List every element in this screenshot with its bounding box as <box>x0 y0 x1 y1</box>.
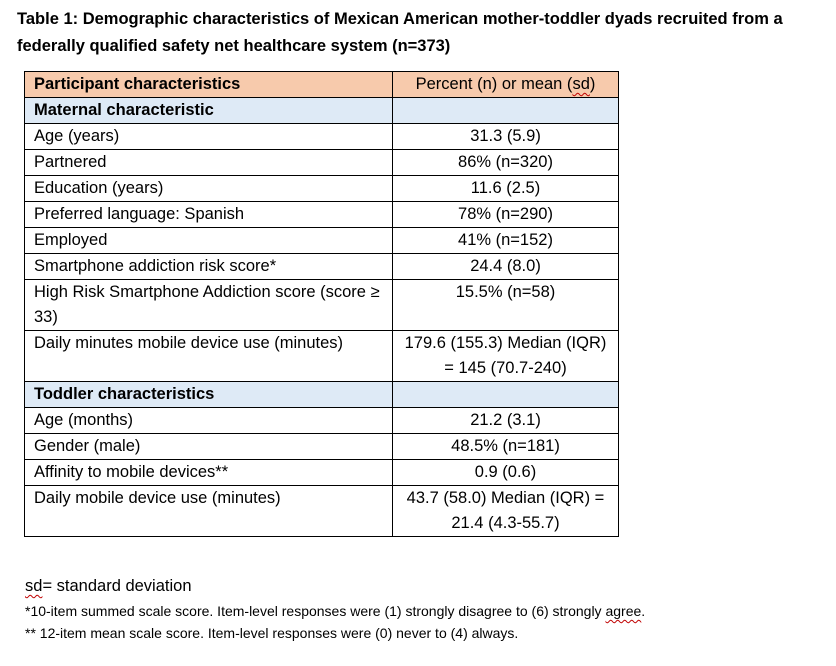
section-empty-cell <box>393 98 619 124</box>
row-value: 24.4 (8.0) <box>393 254 619 280</box>
section-row-maternal <box>25 98 619 124</box>
row-label: Partnered <box>25 150 393 176</box>
table-row <box>25 124 619 150</box>
section-heading-toddler: Toddler characteristics <box>25 382 393 408</box>
footnote1-period: . <box>641 603 646 619</box>
header-participant-characteristics: Participant characteristics <box>25 72 393 98</box>
row-value: 86% (n=320) <box>393 150 619 176</box>
table-row <box>25 176 619 202</box>
header-sd-word: sd <box>572 75 590 93</box>
row-label: Age (months) <box>25 408 393 434</box>
table-row <box>25 254 619 280</box>
row-label: High Risk Smartphone Addiction score (score ≥ 33) <box>25 280 393 331</box>
footnote1-text: *10-item summed scale score. Item-level responses were (1) strongly disagree to (6) strongly <box>25 603 606 619</box>
row-label: Smartphone addiction risk score* <box>25 254 393 280</box>
header-percent-suffix: ) <box>589 75 596 93</box>
sd-definition <box>25 574 192 599</box>
header-percent-prefix: Percent (n) or mean ( <box>415 75 573 93</box>
row-label: Affinity to mobile devices** <box>25 460 393 486</box>
table-row <box>25 434 619 460</box>
footnote1-agree-word: agree <box>605 603 642 619</box>
row-value: 41% (n=152) <box>393 228 619 254</box>
table-row <box>25 460 619 486</box>
sd-abbreviation: sd <box>25 577 43 595</box>
header-percent-or-mean <box>393 72 619 98</box>
row-label: Daily minutes mobile device use (minutes) <box>25 331 393 382</box>
row-label: Employed <box>25 228 393 254</box>
row-value: 11.6 (2.5) <box>393 176 619 202</box>
table-row <box>25 486 619 537</box>
section-row-toddler <box>25 382 619 408</box>
table-row <box>25 408 619 434</box>
table-row <box>25 280 619 331</box>
row-label: Gender (male) <box>25 434 393 460</box>
table-title: Table 1: Demographic characteristics of Mexican American mother-toddler dyads recruited from a federally qualified safety net healthcare system (n=373) <box>17 10 783 55</box>
row-label: Age (years) <box>25 124 393 150</box>
row-value: 48.5% (n=181) <box>393 434 619 460</box>
footnote-double-asterisk: ** 12-item mean scale score. Item-level responses were (0) never to (4) always. <box>25 625 519 641</box>
row-value: 179.6 (155.3) Median (IQR) = 145 (70.7-240) <box>393 331 619 382</box>
table-row <box>25 202 619 228</box>
row-value: 0.9 (0.6) <box>393 460 619 486</box>
footnote-single-asterisk <box>25 601 645 621</box>
section-empty-cell <box>393 382 619 408</box>
table-row <box>25 228 619 254</box>
table-row <box>25 331 619 382</box>
row-value: 43.7 (58.0) Median (IQR) = 21.4 (4.3-55.7) <box>393 486 619 537</box>
row-label: Education (years) <box>25 176 393 202</box>
demographics-table <box>24 71 619 537</box>
section-heading-maternal: Maternal characteristic <box>25 98 393 124</box>
sd-definition-text: = standard deviation <box>42 577 192 595</box>
row-value: 31.3 (5.9) <box>393 124 619 150</box>
row-label: Daily mobile device use (minutes) <box>25 486 393 537</box>
table-row <box>25 150 619 176</box>
row-value: 78% (n=290) <box>393 202 619 228</box>
row-value: 21.2 (3.1) <box>393 408 619 434</box>
row-value: 15.5% (n=58) <box>393 280 619 331</box>
row-label: Preferred language: Spanish <box>25 202 393 228</box>
table-header-row <box>25 72 619 98</box>
